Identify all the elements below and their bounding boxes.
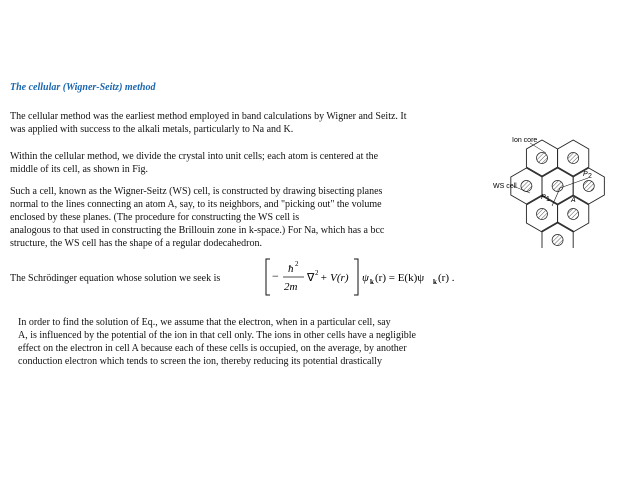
eq-denominator: 2m xyxy=(284,281,298,293)
eq-rhs: (r) = E(k)ψ xyxy=(375,272,425,284)
eq-minus: − xyxy=(272,269,279,283)
label-ion-core: Ion core xyxy=(512,137,538,144)
text-line: structure, the WS cell has the shape of a regular dodecahedron. xyxy=(10,238,262,249)
eq-numerator: ħ xyxy=(288,263,294,275)
text-line: Within the cellular method, we divide the crystal into unit cells; each atom is centered at the xyxy=(10,151,379,162)
text-line: enclosed by these planes. (The procedure for constructing the WS cell is xyxy=(10,212,300,223)
text-line: analogous to that used in constructing the Brillouin zone in k-space.) For Na, which has a bcc xyxy=(10,225,385,236)
label-ws-cell: WS cell xyxy=(493,183,517,190)
eq-numerator-sup: 2 xyxy=(295,260,299,268)
slide-title: The cellular (Wigner-Seitz) method xyxy=(10,82,156,93)
text-line: A, is influenced by the potential of the ion in that cell only. The ions in other cells have a negligible xyxy=(18,330,416,341)
ion-core xyxy=(583,181,594,192)
label-a: A xyxy=(571,197,576,204)
eq-tail: (r) . xyxy=(438,272,455,284)
text-line: In order to find the solution of Eq., we assume that the electron, when in a particular cell, say xyxy=(18,317,391,328)
ion-core-pointer xyxy=(530,143,546,153)
ion-core xyxy=(537,209,548,220)
eq-psi-right-sub: k xyxy=(433,278,437,286)
eq-psi-left: ψ xyxy=(362,272,369,284)
text-line: conduction electron which tends to screen the ion, thereby reducing its potential drastically xyxy=(18,356,383,367)
text-line: normal to the lines connecting an atom A, say, to its neighbors, and "picking out" the volume xyxy=(10,199,382,210)
eq-nabla-sup: 2 xyxy=(315,269,319,277)
label-p1: P xyxy=(541,194,546,201)
ion-core xyxy=(537,153,548,164)
text-line: Such a cell, known as the Wigner-Seitz (WS) cell, is constructed by drawing bisecting planes xyxy=(10,186,383,197)
label-p2: P xyxy=(583,171,588,178)
ion-core xyxy=(552,235,563,246)
label-p2-sub: 2 xyxy=(588,173,592,180)
text-line: effect on the electron in cell A because each of these cells is occupied, on the average, by another xyxy=(18,343,407,354)
ion-core xyxy=(568,209,579,220)
schrodinger-equation xyxy=(258,255,458,299)
paragraph-unit-cells xyxy=(10,150,460,176)
eq-psi-left-sub: k xyxy=(370,278,374,286)
wigner-seitz-figure xyxy=(490,130,628,248)
ion-core xyxy=(568,153,579,164)
text-line: The Schrödinger equation whose solution we seek is xyxy=(10,273,221,284)
paragraph-ws-cell xyxy=(10,185,460,250)
ion-core xyxy=(552,181,563,192)
text-line: The cellular method was the earliest method employed in band calculations by Wigner and Seitz. It xyxy=(10,111,407,122)
eq-potential: + V(r) xyxy=(320,272,349,284)
paragraph-solution xyxy=(18,316,458,368)
eq-nabla: ∇ xyxy=(307,272,315,284)
paragraph-intro xyxy=(10,110,460,136)
label-p1-sub: 1 xyxy=(546,196,550,203)
text-line: middle of its cell, as shown in Fig. xyxy=(10,164,149,175)
text-line: was applied with success to the alkali metals, particularly to Na and K. xyxy=(10,124,294,135)
